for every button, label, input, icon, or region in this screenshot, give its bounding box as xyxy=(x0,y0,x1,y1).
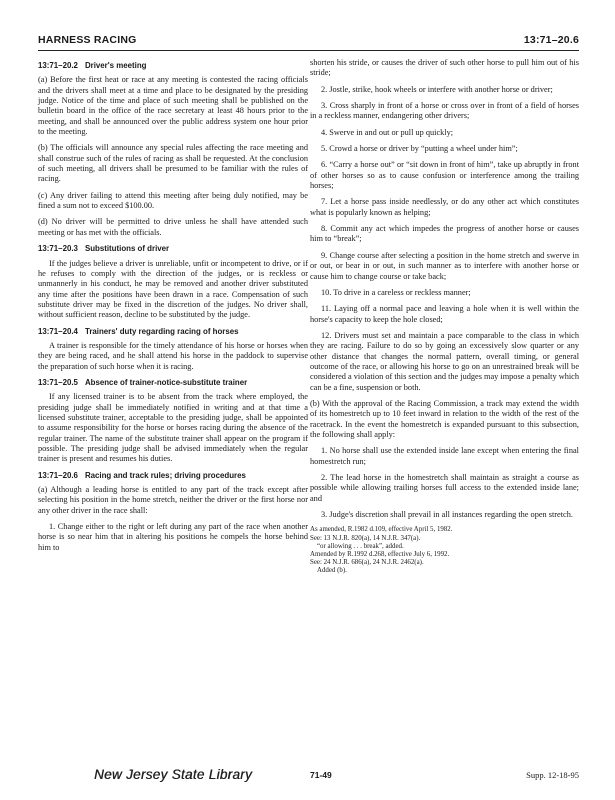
section-title: Substitutions of driver xyxy=(84,244,170,254)
header-section-number: 13:71–20.6 xyxy=(523,34,579,46)
section-number: 13:71–20.3 xyxy=(38,244,78,254)
paragraph: 12. Drivers must set and maintain a pace comparable to the class in which they are racing. Failure to do so by going an excessively slow quarter or any other distance that changes the normal pattern, overall timing, or general outcome of the race, or allowing his horse to go on an unrestrained break will be considered a violation of this section and the judges may impose a penalty which can be a fine, suspension or both. xyxy=(310,330,579,392)
section-heading xyxy=(38,61,308,71)
paragraph: (b) With the approval of the Racing Commission, a track may extend the width of its homestretch up to 10 feet inward in relation to the width of the rest of the racetrack. In the event the homestretch is expanded pursuant to this subsection, the following shall apply: xyxy=(310,398,579,439)
right-column-body xyxy=(310,58,579,520)
paragraph: shorten his stride, or causes the driver of such other horse to pull him out of his stride; xyxy=(310,58,579,78)
paragraph: If the judges believe a driver is unreliable, unfit or incompetent to drive, or if he refuses to comply with the direction of the judges, or is reckless or unmannerly in his conduct, he may be removed and another driver substituted any time after the positions have been drawn in a race. Compensation of such substitute driver may be fixed in the discretion of the judges. No driver shall, without sufficient reason, decline to be substituted by the judge. xyxy=(38,258,308,320)
left-column xyxy=(38,58,308,559)
section-number: 13:71–20.4 xyxy=(38,326,78,336)
section-title: Driver's meeting xyxy=(84,61,147,70)
section-heading xyxy=(38,378,308,388)
library-stamp: New Jersey State Library xyxy=(94,767,253,782)
section-heading xyxy=(38,244,308,254)
paragraph: (b) The officials will announce any special rules affecting the race meeting and shall construe such of the rules of racing as shall be requested. At the conclusion of such meeting, all drivers shall be presumed to be familiar with the rules of racing. xyxy=(38,143,308,184)
paragraph: 4. Swerve in and out or pull up quickly; xyxy=(321,127,454,137)
page-number: 71-49 xyxy=(310,770,332,780)
paragraph: (c) Any driver failing to attend this meeting after being duly notified, may be fined a sum not to exceed $100.00. xyxy=(38,190,308,211)
paragraph: 2. The lead horse in the homestretch shall maintain as straight a course as possible while allowing trailing horses full access to the extended inside lane; and xyxy=(310,473,579,503)
paragraph: If any licensed trainer is to be absent from the track where employed, the presiding judge shall be immediately notified in writing and at that time a licensed substitute trainer, acceptable to the presiding judge, shall be appointed to assume responsibility for the horse or horses racing during the absence of the regular trainer. The name of the substitute trainer shall appear on the program if possible. The presiding judge shall be advised immediately when the regular trainer is present and resumes his duties. xyxy=(38,392,308,464)
history-line: “or allowing . . . break”, added. xyxy=(317,542,404,550)
header-title: HARNESS RACING xyxy=(38,34,137,46)
paragraph: 1. Change either to the right or left during any part of the race when another horse is so near him that in altering his positions he compels the horse behind him to xyxy=(38,522,308,552)
paragraph: (d) No driver will be permitted to drive unless he shall have attended such meeting or has met with the officials. xyxy=(38,217,308,237)
paragraph: 11. Laying off a normal pace and leaving a hole when it is well within the horse's capacity to keep the hole closed; xyxy=(310,304,579,324)
paragraph: 5. Crowd a horse or driver by “putting a wheel under him”; xyxy=(321,144,518,154)
history-line: See: 24 N.J.R. 686(a), 24 N.J.R. 2462(a). xyxy=(310,559,424,567)
paragraph: A trainer is responsible for the timely attendance of his horse or horses when they are being raced, and he shall attend his horse in the paddock to supervise the preparation of such horse when it is racing. xyxy=(38,340,308,371)
paragraph: 2. Jostle, strike, hook wheels or interfere with another horse or driver; xyxy=(321,84,553,94)
paragraph: 3. Judge's discretion shall prevail in all instances regarding the open stretch. xyxy=(321,510,573,520)
section-title: Absence of trainer-notice-substitute trainer xyxy=(84,377,248,387)
paragraph: 9. Change course after selecting a position in the home stretch and swerve in or out, or bear in or out, in such manner as to interfere with another horse or cause him to change course or take back; xyxy=(310,250,579,281)
section-number: 13:71–20.5 xyxy=(38,377,78,387)
header-rule xyxy=(38,50,579,51)
supplement-date: Supp. 12-18-95 xyxy=(526,770,579,780)
paragraph: (a) Before the first heat or race at any meeting is contested the racing officials and the drivers shall meet at a time and place to be designated by the presiding judge. Notice of the time and place of such meeting shall be published on the bulletin board in the office of the race secretary at least 48 hours prior to the meeting, and shall be announced over the public address system one hour prior to the meeting. xyxy=(38,75,308,137)
paragraph: 3. Cross sharply in front of a horse or cross over in front of a field of horses in a reckless manner, endangering other drivers; xyxy=(310,101,579,121)
history-line: As amended, R.1982 d.109, effective April 5, 1982. xyxy=(310,526,453,534)
paragraph: 10. To drive in a careless or reckless manner; xyxy=(321,287,471,297)
history-line: Amended by R.1992 d.268, effective July 6, 1992. xyxy=(310,550,450,558)
paragraph: 8. Commit any act which impedes the progress of another horse or causes him to “break”; xyxy=(310,224,579,244)
paragraph: (a) Although a leading horse is entitled to any part of the track except after selecting his position in the home stretch, neither the driver or the first horse nor any other driver in the race shall: xyxy=(38,485,308,515)
paragraph: 6. “Carry a horse out” or “sit down in front of him”, take up abruptly in front of other horses so as to cause confusion or interference among the trailing horses; xyxy=(310,160,579,191)
section-heading xyxy=(38,327,308,337)
page-footer xyxy=(38,768,579,788)
section-number: 13:71–20.6 xyxy=(38,470,78,480)
history-line: See: 13 N.J.R. 820(a), 14 N.J.R. 347(a). xyxy=(310,534,421,542)
history-line: Added (b). xyxy=(317,567,347,575)
section-title: Trainers' duty regarding racing of horses xyxy=(84,326,239,336)
paragraph: 7. Let a horse pass inside needlessly, or do any other act which constitutes what is popularly known as helping; xyxy=(310,197,579,217)
running-header xyxy=(38,34,579,50)
section-number: 13:71–20.2 xyxy=(38,61,78,70)
history-notes xyxy=(310,526,579,575)
section-title: Racing and track rules; driving procedures xyxy=(84,470,246,480)
right-column xyxy=(310,58,579,576)
paragraph: 1. No horse shall use the extended inside lane except when entering the final homestretch run; xyxy=(310,446,579,466)
section-heading xyxy=(38,471,308,481)
